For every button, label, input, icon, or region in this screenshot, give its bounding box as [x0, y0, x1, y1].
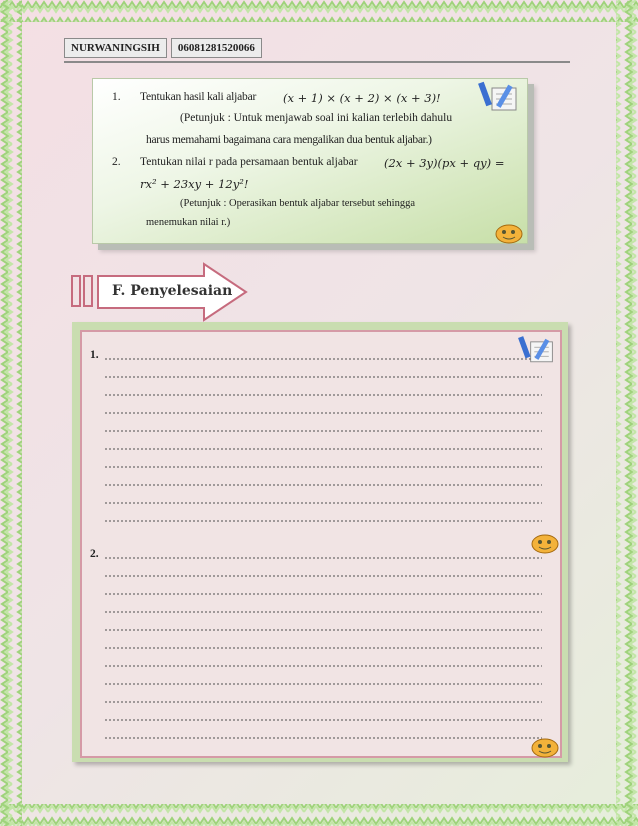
q2-math: (2x + 3y)(px + qy) = — [384, 156, 505, 170]
answer-1-number: 1. — [90, 349, 99, 361]
answer-line — [104, 394, 542, 396]
section-title: F. Penyelesaian — [112, 283, 233, 299]
q1-number: 1. — [112, 91, 121, 103]
pencil-notebook-icon — [518, 334, 556, 366]
q2-math-line2: rx² + 23xy + 12y²! — [140, 177, 249, 191]
answer-line — [104, 575, 542, 577]
q1-math: (x + 1) × (x + 2) × (x + 3)! — [283, 91, 441, 105]
answer-line — [104, 430, 542, 432]
answer-line — [104, 466, 542, 468]
answer-line — [104, 376, 542, 378]
q1-text: Tentukan hasil kali aljabar — [140, 91, 257, 103]
answer-line — [104, 611, 542, 613]
answer-line — [104, 502, 542, 504]
q1-hint-line2: harus memahami bagaimana cara mengalikan dua bentuk aljabar.) — [146, 134, 432, 146]
answer-line — [104, 557, 542, 559]
q2-text: Tentukan nilai r pada persamaan bentuk aljabar — [140, 156, 358, 168]
answer-line — [104, 520, 542, 522]
smiley-face-icon — [494, 222, 524, 244]
q2-hint-line2: menemukan nilai r.) — [146, 217, 231, 228]
answer-line — [104, 647, 542, 649]
q1-hint-line1: (Petunjuk : Untuk menjawab soal ini kalian terlebih dahulu — [180, 112, 453, 124]
answer-2-number: 2. — [90, 548, 99, 560]
answer-line — [104, 665, 542, 667]
q2-hint-line1: (Petunjuk : Operasikan bentuk aljabar tersebut sehingga — [180, 198, 416, 209]
smiley-face-icon — [530, 736, 560, 758]
answer-line — [104, 683, 542, 685]
answer-line — [104, 484, 542, 486]
answer-line — [104, 593, 542, 595]
q2-number: 2. — [112, 156, 121, 168]
author-name: NURWANINGSIH — [64, 38, 167, 58]
answer-line — [104, 358, 542, 360]
answer-line — [104, 719, 542, 721]
header-divider — [64, 61, 570, 63]
student-id: 06081281520066 — [171, 38, 262, 58]
pencil-notebook-icon — [478, 80, 520, 114]
smiley-face-icon — [530, 532, 560, 554]
answer-line — [104, 412, 542, 414]
answer-line — [104, 448, 542, 450]
answer-line — [104, 629, 542, 631]
header — [64, 38, 262, 58]
answer-line — [104, 701, 542, 703]
answer-line — [104, 737, 542, 739]
